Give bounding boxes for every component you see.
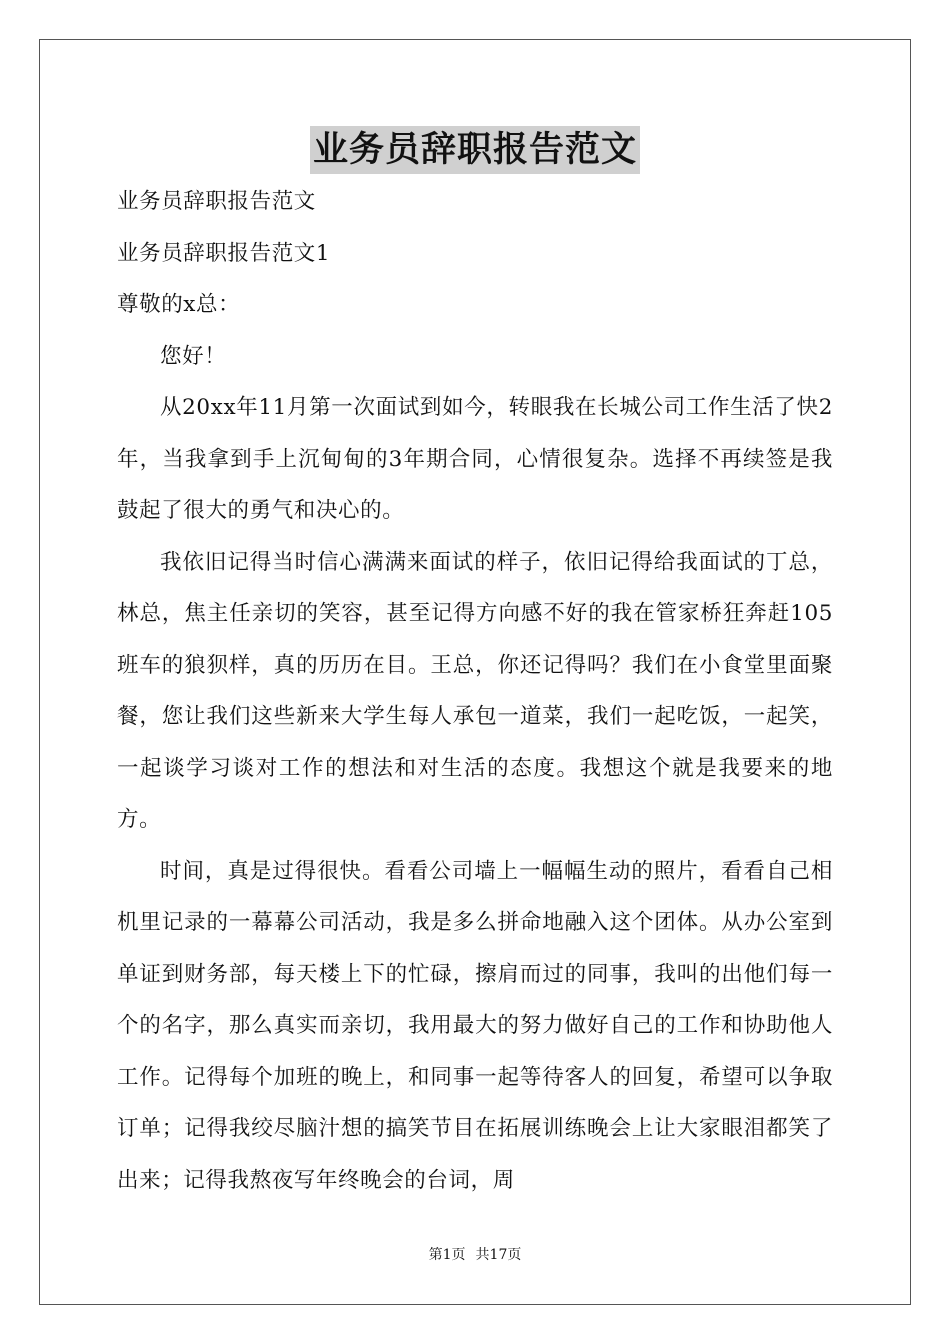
salutation-line: 尊敬的x总： <box>117 292 241 317</box>
greeting-line: 您好！ <box>160 343 227 369</box>
page-number: 第1页 <box>428 1247 466 1263</box>
page-footer <box>0 1244 950 1264</box>
body-paragraph: 我依旧记得当时信心满满来面试的样子，依旧记得给我面试的丁总，林总，焦主任亲切的笑容，甚至记得方向感不好的我在管家桥狂奔赶105班车的狼狈样，真的历历在目。王总，你还记得吗？我们在小食堂里面聚餐，您让我们这些新来大学生每人承包一道菜，我们一起吃饭，一起笑，一起谈学习谈对工作的想法和对生活的态度。我想这个就是我要来的地方。 <box>117 549 833 832</box>
document-title: 业务员辞职报告范文 <box>310 126 640 174</box>
body-paragraph: 时间，真是过得很快。看看公司墙上一幅幅生动的照片，看看自己相机里记录的一幕幕公司活动，我是多么拼命地融入这个团体。从办公室到单证到财务部，每天楼上下的忙碌，擦肩而过的同事，我叫的出他们每一个的名字，那么真实而亲切，我用最大的努力做好自己的工作和协助他人工作。记得每个加班的晚上，和同事一起等待客人的回复，希望可以争取订单；记得我绞尽脑汁想的搞笑节目在拓展训练晚会上让大家眼泪都笑了出来；记得我熬夜写年终晚会的台词，周 <box>117 858 833 1193</box>
body-paragraph: 从20xx年11月第一次面试到如今，转眼我在长城公司工作生活了快2年，当我拿到手上沉甸甸的3年期合同，心情很复杂。选择不再续签是我鼓起了很大的勇气和决心的。 <box>117 395 833 523</box>
subtitle-line: 业务员辞职报告范文 <box>117 189 316 214</box>
document-body <box>117 176 833 1206</box>
section-heading: 业务员辞职报告范文1 <box>117 240 331 266</box>
page-total: 共17页 <box>475 1247 522 1263</box>
title-wrap <box>0 126 950 174</box>
